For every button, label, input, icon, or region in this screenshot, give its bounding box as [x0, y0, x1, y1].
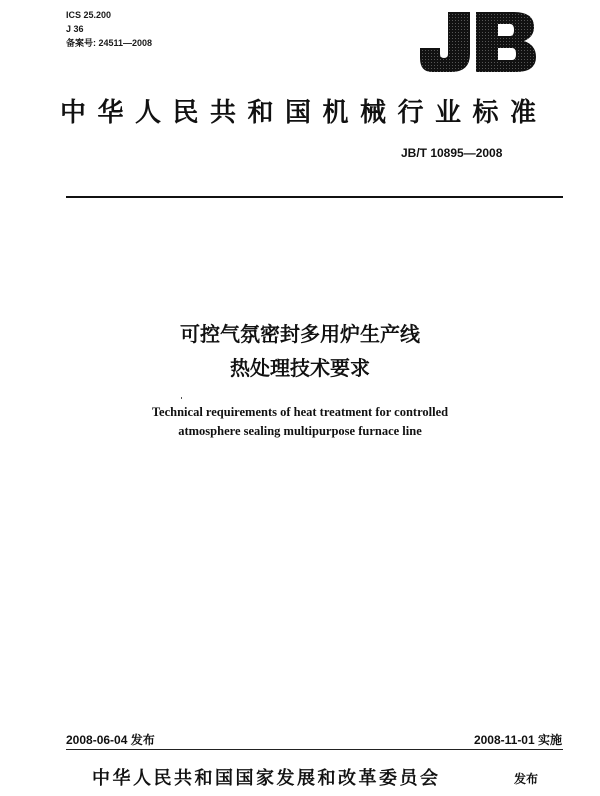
implementation-date: 2008-11-01 实施 — [473, 733, 562, 747]
title-zh-line2: 热处理技术要求 — [230, 356, 370, 380]
ics-code: ICS 25.200 — [66, 10, 112, 20]
issue-date: 2008-06-04 发布 — [66, 733, 155, 747]
issuer-suffix: 发布 — [514, 772, 539, 786]
classification-code: J 36 — [66, 24, 84, 34]
title-zh-line1: 可控气氛密封多用炉生产线 — [180, 322, 420, 346]
issuing-authority: 中华人民共和国国家发展和改革委员会 — [92, 768, 441, 789]
record-number: 备案号: 24511—2008 — [66, 38, 153, 48]
title-en-line2: atmosphere sealing multipurpose furnace line — [178, 424, 422, 438]
footer-divider — [66, 749, 563, 750]
standard-number: JB/T 10895—2008 — [401, 146, 503, 160]
standard-category-title: 中华人民共和国机械行业标准 — [60, 98, 548, 128]
standard-metadata — [66, 8, 152, 50]
header-divider — [66, 196, 563, 198]
title-en-line1: Technical requirements of heat treatment for controlled — [151, 405, 449, 419]
scan-speck — [181, 397, 182, 399]
jb-logo — [418, 10, 538, 74]
